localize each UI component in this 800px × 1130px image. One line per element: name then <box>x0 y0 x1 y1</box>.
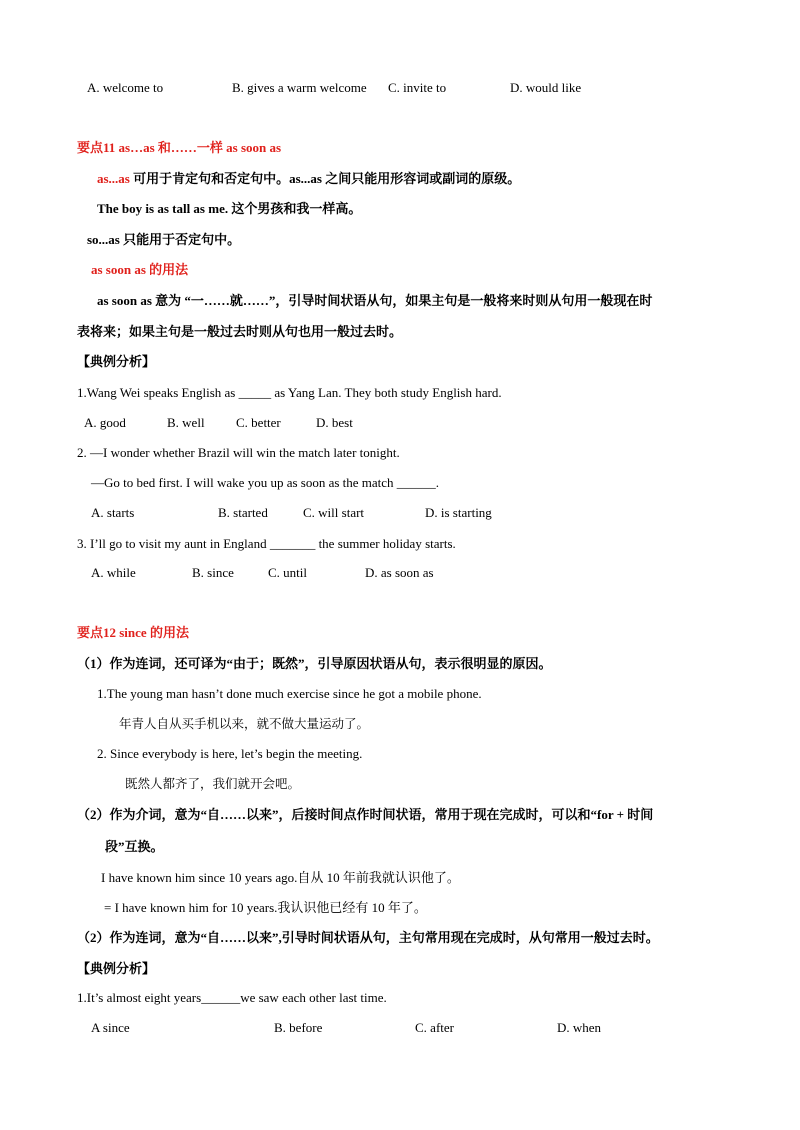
s12-point-2a: （2）作为介词，意为“自……以来”，后接时间点作时间状语，常用于现在完成时，可以和“for + 时间 <box>77 807 654 822</box>
option-d: D. when <box>557 1020 602 1035</box>
s11-example-sentence: The boy is as tall as me. 这个男孩和我一样高。 <box>97 201 362 216</box>
s11-line-asas <box>97 170 520 188</box>
s12-example-2: 2. Since everybody is here, let’s begin the meeting. <box>97 746 363 761</box>
s12-point-3: （2）作为连词，意为“自……以来”,引导时间状语从句，主句常用现在完成时，从句常用一般过去时。 <box>77 930 659 945</box>
option-c: C. until <box>268 565 308 580</box>
s12-example-heading: 【典例分析】 <box>77 961 156 976</box>
section-12-heading: 要点12 since 的用法 <box>77 625 189 640</box>
s11-question-3: 3. I’ll go to visit my aunt in England _______ the summer holiday starts. <box>77 536 456 551</box>
option-c: C. invite to <box>388 80 447 95</box>
s11-question-1: 1.Wang Wei speaks English as _____ as Yang Lan. They both study English hard. <box>77 385 502 400</box>
s11-assoonas-desc-1: as soon as 意为 “一……就……”，引导时间状语从句，如果主句是一般将来时则从句用一般现在时 <box>97 293 653 308</box>
option-a: A. welcome to <box>87 80 164 95</box>
option-c: C. better <box>236 415 281 430</box>
s11-asas-desc: 可用于肯定句和否定句中。as...as 之间只能用形容词或副词的原级。 <box>129 171 521 186</box>
option-b: B. gives a warm welcome <box>232 80 367 95</box>
s11-assoonas-heading: as soon as 的用法 <box>91 262 189 277</box>
s12-example-4: = I have known him for 10 years.我认识他已经有 10 年了。 <box>104 900 427 915</box>
s11-question-2b: —Go to bed first. I will wake you up as soon as the match ______. <box>91 475 440 490</box>
option-b: B. since <box>192 565 234 580</box>
s11-asas-term: as...as <box>97 171 130 186</box>
option-c: C. will start <box>303 505 365 520</box>
s11-example-heading: 【典例分析】 <box>77 354 156 369</box>
s11-assoonas-desc-2: 表将来；如果主句是一般过去时则从句也用一般过去时。 <box>77 324 403 339</box>
option-a: A since <box>91 1020 130 1035</box>
s12-example-1-translation: 年青人自从买手机以来，就不做大量运动了。 <box>119 716 370 731</box>
option-d: D. would like <box>510 80 582 95</box>
s12-example-3: I have known him since 10 years ago.自从 10 年前我就认识他了。 <box>101 870 460 885</box>
option-c: C. after <box>415 1020 454 1035</box>
option-d: D. as soon as <box>365 565 434 580</box>
section-11-heading: 要点11 as…as 和……一样 as soon as <box>77 140 282 155</box>
s11-question-2a: 2. —I wonder whether Brazil will win the match later tonight. <box>77 445 400 460</box>
option-b: B. well <box>167 415 205 430</box>
s12-example-1: 1.The young man hasn’t done much exercise since he got a mobile phone. <box>97 686 482 701</box>
option-b: B. before <box>274 1020 323 1035</box>
option-d: D. best <box>316 415 353 430</box>
option-a: A. while <box>91 565 136 580</box>
s12-point-2b: 段”互换。 <box>105 839 164 854</box>
option-a: A. good <box>84 415 126 430</box>
s12-example-2-translation: 既然人都齐了，我们就开会吧。 <box>125 776 301 791</box>
option-b: B. started <box>218 505 268 520</box>
option-d: D. is starting <box>425 505 492 520</box>
s12-point-1: （1）作为连词，还可译为“由于；既然”，引导原因状语从句，表示很明显的原因。 <box>77 656 552 671</box>
option-a: A. starts <box>91 505 135 520</box>
s11-soas-note: so...as 只能用于否定句中。 <box>87 232 241 247</box>
s12-question-1: 1.It’s almost eight years______we saw each other last time. <box>77 990 387 1005</box>
